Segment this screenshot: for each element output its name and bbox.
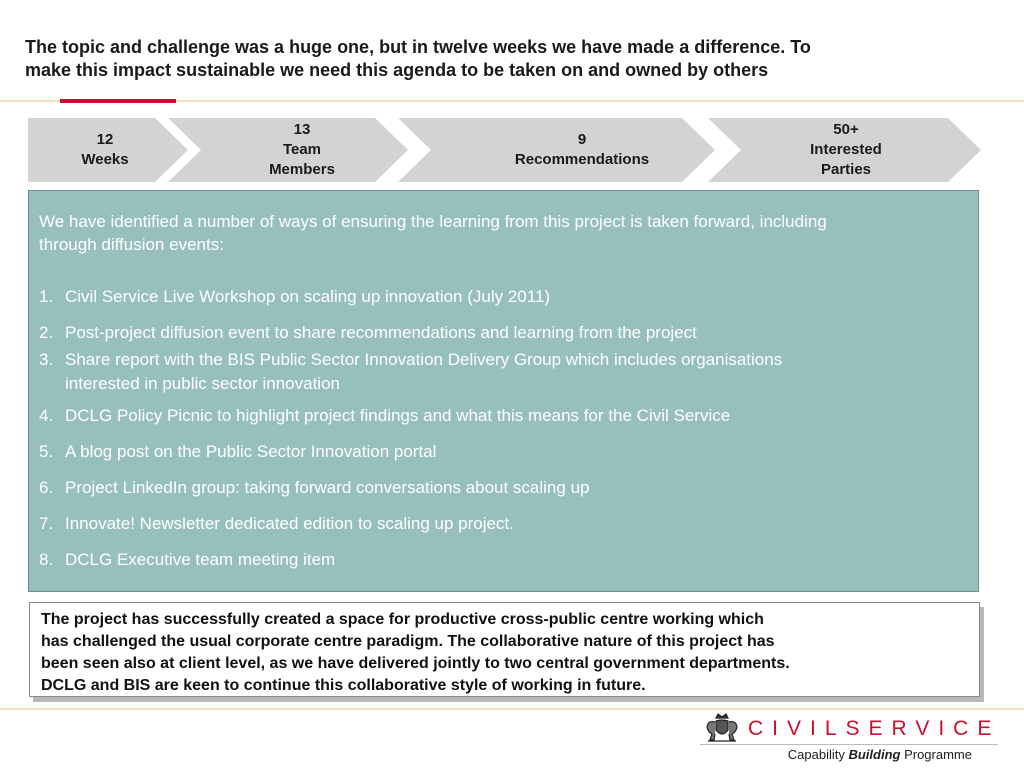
intro-line-2: through diffusion events: (39, 235, 224, 254)
stat-parties-value: 50+ (833, 121, 859, 138)
list-item-number: 5. (39, 442, 54, 461)
page-title-line-2: make this impact sustainable we need this agenda to be taken on and owned by others (25, 60, 769, 80)
list-item-number: 6. (39, 478, 54, 497)
brand-civil: CIVIL (748, 717, 846, 740)
stat-recommendations-label: Recommendations (514, 151, 650, 168)
intro-line-1: We have identified a number of ways of ensuring the learning from this project is taken forward, including (39, 212, 827, 231)
list-item-text-line-1: Share report with the BIS Public Sector Innovation Delivery Group which includes organisations (65, 350, 783, 369)
summary-text (41, 609, 976, 697)
stat-parties-label-2: Parties (820, 161, 872, 178)
summary-line-3: been seen also at client level, as we have delivered jointly to two central government departments. (41, 655, 790, 672)
list-item-text: DCLG Executive team meeting item (65, 550, 336, 569)
list-item-text: A blog post on the Public Sector Innovation portal (65, 442, 437, 461)
list-item-text: DCLG Policy Picnic to highlight project findings and what this means for the Civil Service (65, 406, 731, 425)
stat-weeks (40, 130, 170, 170)
summary-line-1: The project has successfully created a space for productive cross-public centre working which (41, 611, 764, 628)
list-item-text: Project LinkedIn group: taking forward conversations about scaling up (65, 478, 590, 497)
stat-team-members (222, 120, 382, 180)
list-item (39, 512, 939, 536)
list-item-text: Post-project diffusion event to share recommendations and learning from the project (65, 323, 697, 342)
stats-chevron-bar (0, 114, 1024, 186)
list-item-number: 3. (39, 350, 54, 369)
royal-crest-icon (702, 712, 742, 744)
stat-team-label-2: Members (269, 161, 335, 178)
stat-weeks-label: Weeks (81, 151, 129, 168)
stat-recommendations-value: 9 (577, 131, 587, 148)
list-item-number: 2. (39, 323, 54, 342)
list-item-number: 4. (39, 406, 54, 425)
list-item (39, 348, 939, 396)
stat-team-value: 13 (293, 121, 311, 138)
tagline-emphasis: Building (848, 747, 901, 762)
stat-team-label-1: Team (282, 141, 322, 158)
list-item-text: Civil Service Live Workshop on scaling up innovation (July 2011) (65, 287, 551, 306)
footer-divider (0, 708, 1024, 710)
list-item (39, 404, 939, 428)
tagline-suffix: Programme (900, 747, 972, 762)
title-accent-bar (60, 99, 176, 103)
stat-parties-label-1: Interested (810, 141, 882, 158)
page-title (25, 36, 1005, 82)
tagline-prefix: Capability (787, 747, 849, 762)
list-item (39, 440, 939, 464)
list-item (39, 321, 939, 345)
list-item-number: 1. (39, 287, 54, 306)
summary-line-2: has challenged the usual corporate centre paradigm. The collaborative nature of this project has (41, 633, 775, 650)
list-item (39, 548, 939, 572)
programme-tagline (700, 746, 972, 764)
recommendations-intro (39, 210, 969, 256)
page-title-line-1: The topic and challenge was a huge one, but in twelve weeks we have made a difference. To (25, 37, 811, 57)
list-item-number: 7. (39, 514, 54, 533)
stat-weeks-value: 12 (96, 131, 114, 148)
brand-service: SERVICE (845, 717, 1001, 740)
list-item (39, 476, 939, 500)
civil-service-logo (748, 715, 1001, 743)
stat-recommendations (462, 130, 702, 170)
summary-box (29, 602, 980, 697)
brand-divider (700, 744, 998, 745)
list-item-number: 8. (39, 550, 54, 569)
stat-interested-parties (766, 120, 926, 180)
list-item (39, 285, 939, 309)
list-item-text-line-2: interested in public sector innovation (65, 374, 340, 393)
list-item-text: Innovate! Newsletter dedicated edition to scaling up project. (65, 514, 514, 533)
summary-line-4: DCLG and BIS are keen to continue this collaborative style of working in future. (41, 677, 646, 694)
recommendations-panel (28, 190, 979, 592)
